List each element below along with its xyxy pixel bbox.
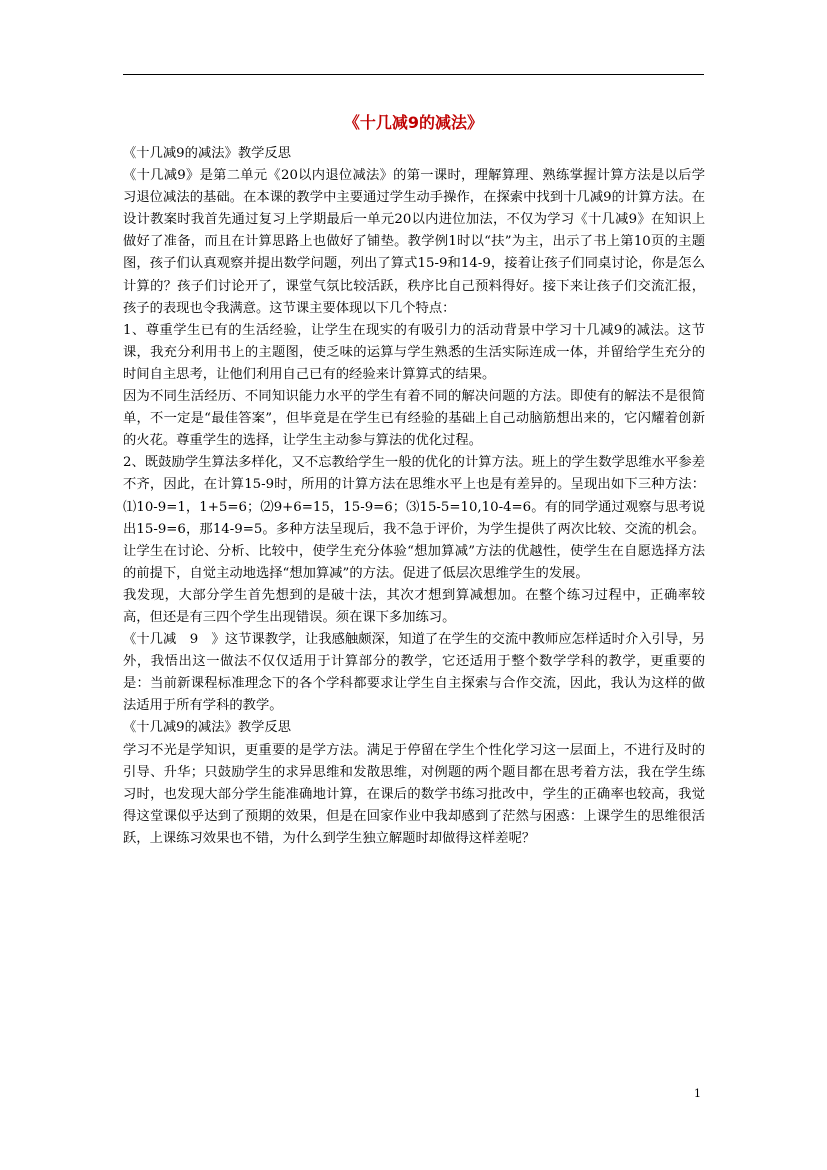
document-title: 《十几减9的减法》 (343, 113, 484, 132)
body-paragraph-reflection: 《十几减 9 》这节课教学，让我感触颇深，知道了在学生的交流中教师应怎样适时介入引导，另外，我悟出这一做法不仅仅适用于计算部分的教学，它还适用于整个数学学科的教学，更重要的是：当前新课程标准理念下的各个学科都要求让学生自主探索与合作交流，因此，我认为这样的做法适用于所有学科的教学。 (123, 632, 705, 714)
body-paragraph-conclusion: 学习不光是学知识，更重要的是学方法。满足于停留在学生个性化学习这一层面上，不进行及时的引导、升华；只鼓励学生的求异思维和发散思维，对例题的两个题目都在思考着方法，我在学生练习时，也发现大部分学生能准确地计算，在课后的数学书练习批改中，学生的正确率也较高，我觉得这堂课似乎达到了预期的效果，但是在回家作业中我却感到了茫然与困惑：上课学生的思维很活跃，上课练习效果也不错，为什么到学生独立解题时却做得这样差呢？ (123, 742, 705, 846)
body-paragraph-observation: 我发现，大部分学生首先想到的是破十法，其次才想到算减想加。在整个练习过程中，正确率较高，但还是有三四个学生出现错误。须在课下多加练习。 (123, 587, 705, 625)
document-body (123, 143, 705, 850)
body-paragraph-intro: 《十几减9》是第二单元《20以内退位减法》的第一课时，理解算理、熟练掌握计算方法是以后学习退位减法的基础。在本课的教学中主要通过学生动手操作，在探索中找到十几减9的计算方法。在设计教案时我首先通过复习上学期最后一单元20以内进位加法，不仅为学习《十几减9》在知识上做好了准备，而且在计算思路上也做好了铺垫。教学例1时以“扶”为主，出示了书上第10页的主题图，孩子们认真观察并提出数学问题，列出了算式15-9和14-9，接着让孩子们同桌讨论，你是怎么计算的？孩子们讨论开了，课堂气氛比较活跃，秩序比自己预料得好。接下来让孩子们交流汇报，孩子的表现也令我满意。这节课主要体现以下几个特点： (123, 168, 705, 316)
section-heading-1: 《十几减9的减法》教学反思 (123, 146, 292, 161)
body-paragraph-point-1: 1、尊重学生已有的生活经验，让学生在现实的有吸引力的活动背景中学习十几减9的减法。这节课，我充分利用书上的主题图，使乏味的运算与学生熟悉的生活实际连成一体，并留给学生充分的时间自主思考，让他们利用自己已有的经验来计算算式的结果。 (123, 322, 705, 382)
page-number: 1 (694, 1087, 701, 1100)
section-heading-2: 《十几减9的减法》教学反思 (123, 720, 292, 736)
header-rule (123, 74, 704, 75)
body-paragraph-methods: 因为不同生活经历、不同知识能力水平的学生有着不同的解决问题的方法。即使有的解法不是很简单，不一定是“最佳答案”，但毕竟是在学生已有经验的基础上自己动脑筋想出来的，它闪耀着创新的火花。尊重学生的选择，让学生主动参与算法的优化过程。 (123, 389, 705, 449)
body-paragraph-point-2: 2、既鼓励学生算法多样化，又不忘教给学生一般的优化的计算方法。班上的学生数学思维水平参差不齐，因此，在计算15-9时，所用的计算方法在思维水平上也是有差异的。呈现出如下三种方法：⑴10-9=1，1+5=6；⑵9+6=15，15-9=6；⑶15-5=10,10-4=6。有的同学通过观察与思考说出15-9=6，那14-9=5。多种方法呈现后，我不急于评价，为学生提供了两次比较、交流的机会。让学生在讨论、分析、比较中，使学生充分体验“想加算减”方法的优越性，使学生在自愿选择方法的前提下，自觉主动地选择“想加算减”的方法。促进了低层次思维学生的发展。 (123, 455, 705, 581)
